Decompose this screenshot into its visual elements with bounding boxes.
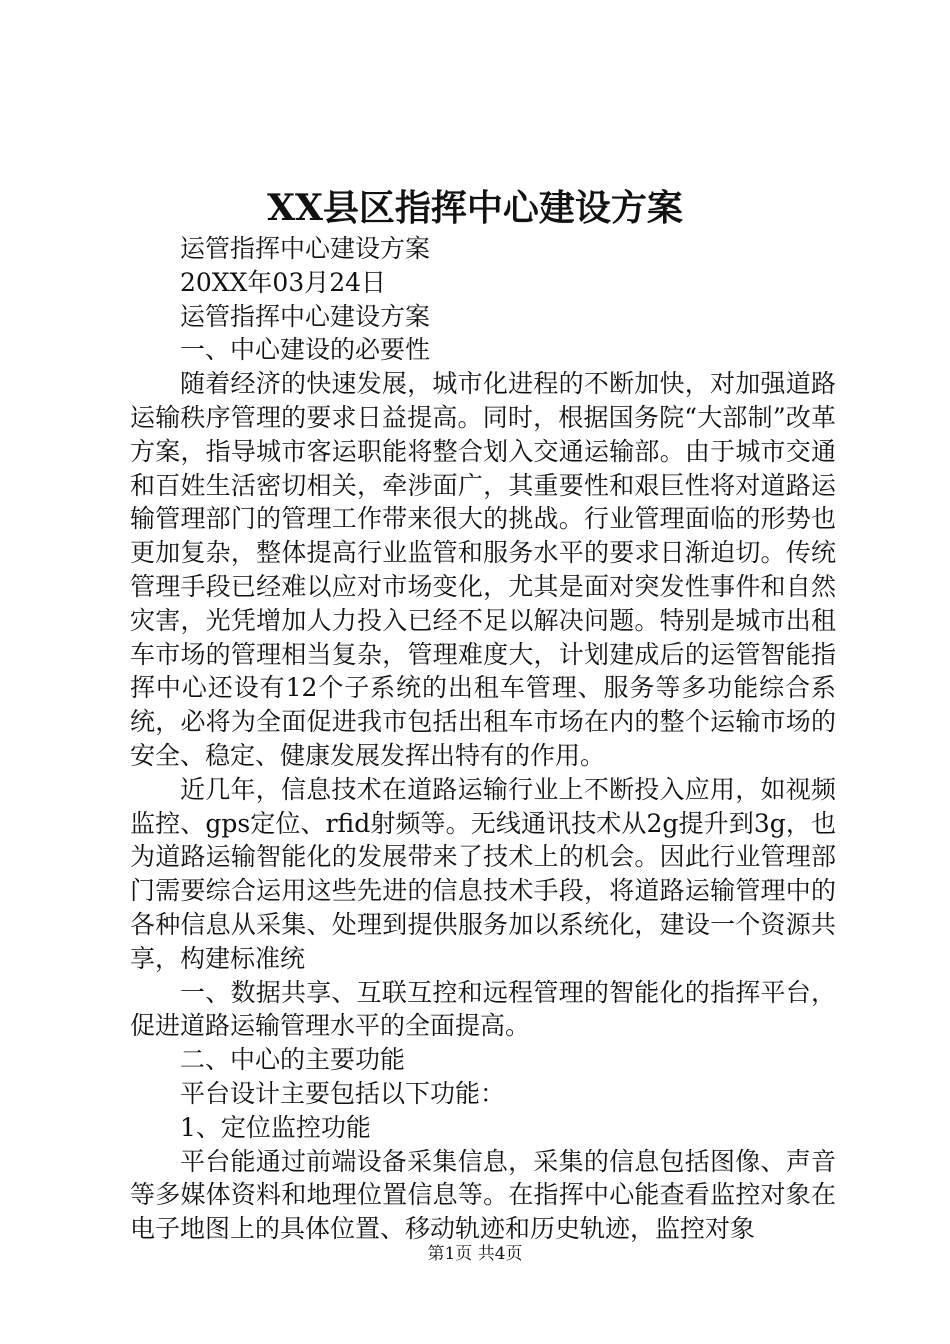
paragraph-subtitle: 运管指挥中心建设方案 (180, 234, 431, 263)
section-heading-functions: 二、中心的主要功能 (180, 1045, 406, 1075)
paragraph-background: 随着经济的快速发展，城市化进程的不断加快，对加强道路运输秩序管理的要求日益提高。同时，根据国务院“大部制”改革方案，指导城市客运职能将整合划入交通运输部。由于城市交通和百姓生活密切相关，牵涉面广，其重要性和艰巨性将对道路运输管理部门的管理工作带来很大的挑战。行业管理面临的形势也更加复杂，整体提高行业监管和服务水平的要求日渐迫切。传统管理手段已经难以应对市场变化，尤其是面对突发性事件和自然灾害，光凭增加人力投入已经不足以解决问题。特别是城市出租车市场的管理相当复杂，管理难度大，计划建成后的运管智能指挥中心还设有12个子系统的出租车管理、服务等多功能综合系统，必将为全面促进我市包括出租车市场在内的整个运输市场的安全、稳定、健康发展发挥出特有的作用。 (130, 369, 836, 770)
paragraph-platform: 一、数据共享、互联互控和远程管理的智能化的指挥平台，促进道路运输管理水平的全面提高。 (130, 977, 836, 1041)
document-body (130, 232, 836, 1246)
subsection-heading-monitoring: 1、定位监控功能 (180, 1112, 371, 1142)
paragraph-subtitle-repeat: 运管指挥中心建设方案 (180, 301, 431, 331)
paragraph-technology: 近几年，信息技术在道路运输行业上不断投入应用，如视频监控、gps定位、rfid射频等。无线通讯技术从2g提升到3g，也为道路运输智能化的发展带来了技术上的机会。因此行业管理部门需要综合运用这些先进的信息技术手段，将道路运输管理中的各种信息从采集、处理到提供服务加以系统化，建设一个资源共享，构建标准统 (130, 774, 836, 973)
document-title: XX县区指挥中心建设方案 (267, 187, 683, 229)
paragraph-functions-intro: 平台设计主要包括以下功能： (180, 1078, 506, 1108)
section-heading-necessity: 一、中心建设的必要性 (180, 335, 431, 365)
paragraph-monitoring: 平台能通过前端设备采集信息，采集的信息包括图像、声音等多媒体资料和地理位置信息等。在指挥中心能查看监控对象在电子地图上的具体位置、移动轨迹和历史轨迹，监控对象 (130, 1146, 836, 1244)
page-footer: 第1页 共4页 (427, 1244, 523, 1264)
paragraph-date: 20XX年03月24日 (180, 267, 387, 297)
